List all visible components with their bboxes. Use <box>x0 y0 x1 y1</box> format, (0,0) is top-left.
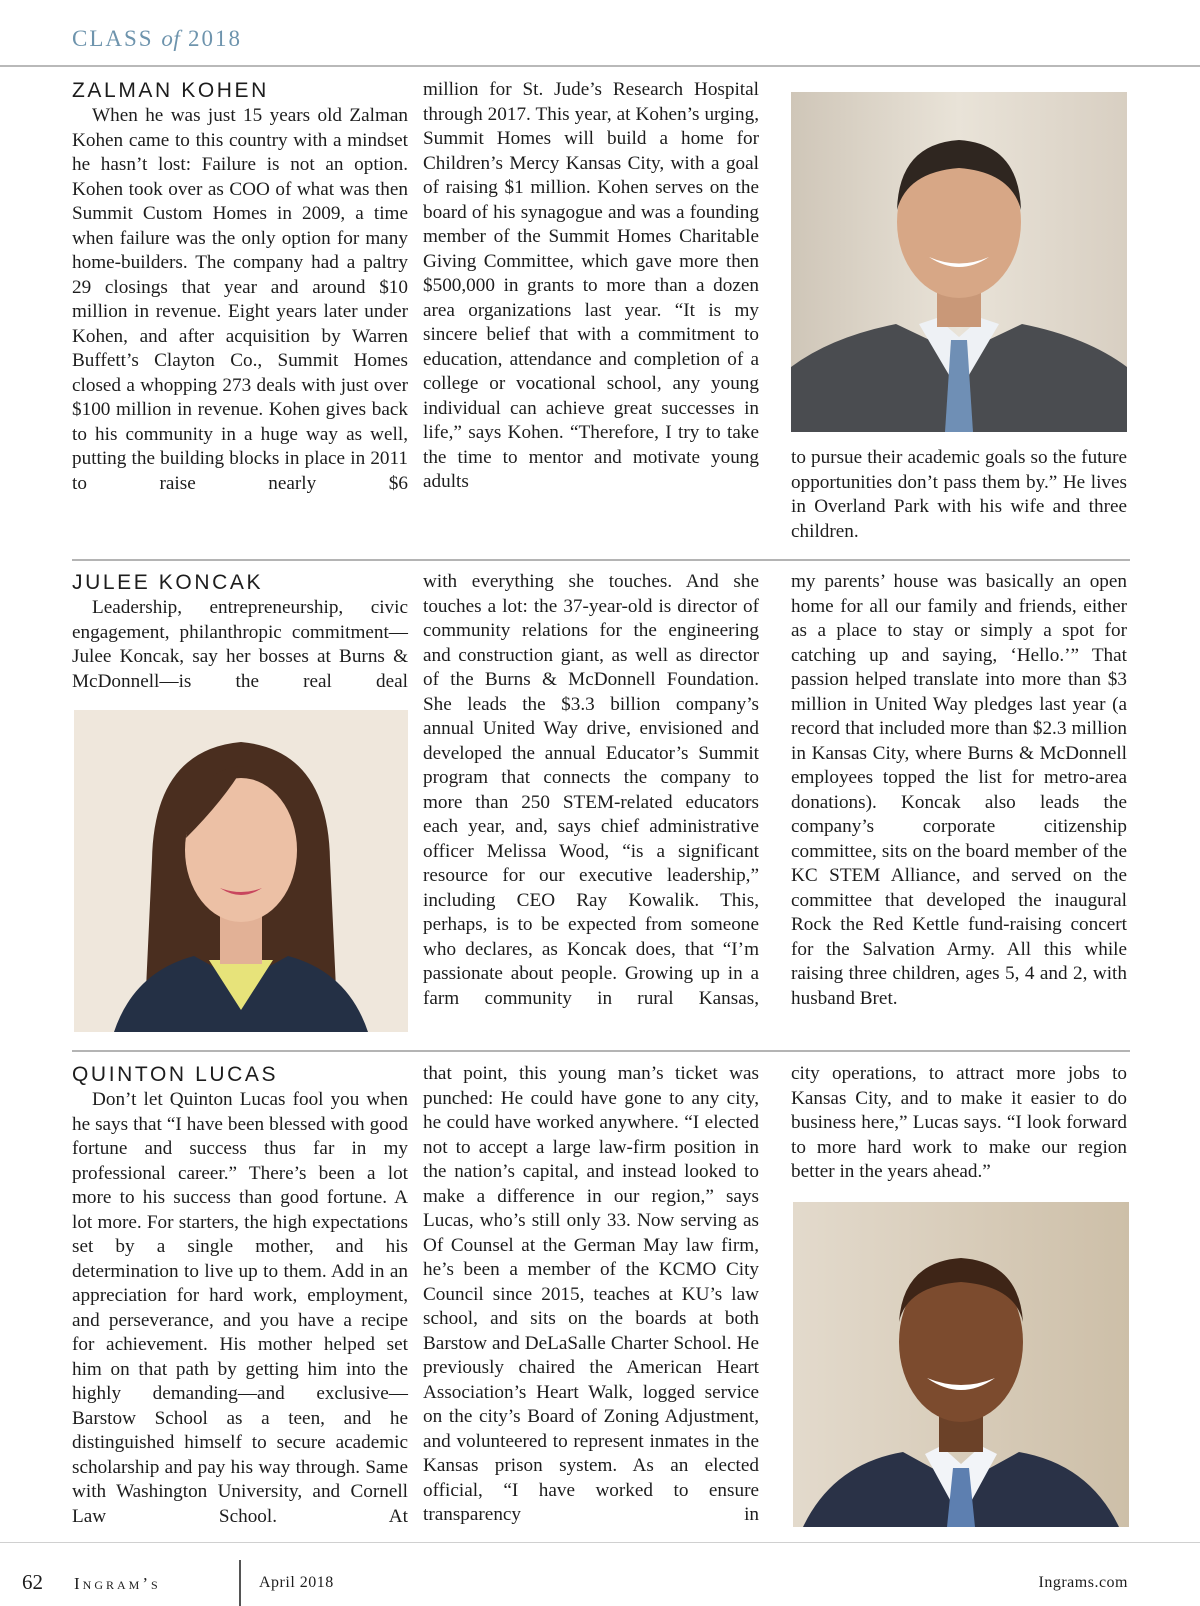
kohen-text-2: million for St. Jude’s Research Hospital through 2017. This year, at Kohen’s urging, Summit Homes will build a home for Children’s Mercy Kansas City, with a goal of raising $1 million. Kohen serves on the board of his synagogue and was a founding member of the Summit Homes Charitable Giving Committee, which gave more then $500,000 in grants to more than a dozen area organizations last year. “It is my sincere belief that with a commitment to education, attendance and completion of a college or vocational school, any young individual can achieve great successes in life,” says Kohen. “Therefore, I try to take the time to mentor and motivate young adults <box>423 79 759 492</box>
header-class-word: CLASS <box>72 26 154 51</box>
page-number: 62 <box>22 1570 43 1594</box>
footer-divider <box>239 1560 241 1606</box>
lucas-column-2 <box>423 1062 759 1528</box>
koncak-text-2: with everything she touches. And she touches a lot: the 37-year-old is director of community relations for the engineering and construction giant, as well as director of the Burns & McDonnell Foundation. She leads the $3.3 billion company’s annual United Way drive, envisioned and developed the annual Educator’s Summit program that connects the company to more than 250 STEM-related educators each year, and, says chief administrative officer Melissa Wood, “is a significant resource for our executive leadership,” including CEO Ray Kowalik. This, perhaps, is to be expected from someone who declares, as Koncak does, that “I’m passionate about people. Growing up in a farm community in rural Kansas, <box>423 571 759 1009</box>
lucas-column-1 <box>72 1062 408 1529</box>
lucas-text-2: that point, this young man’s ticket was punched: He could have gone to any city, he could have worked anywhere. “I elected not to accept a large law-firm position in the nation’s capital, and instead looked to make a difference in our region,” says Lucas, who’s still only 33. Now serving as Of Counsel at the German May law firm, he’s been a member of the KCMO City Council since 2015, teaches at KU’s law school, and sits on the boards at both Barstow and DeLaSalle Charter School. He previously chaired the American Heart Association’s Heart Walk, logged service on the city’s Board of Zoning Adjustment, and volunteered to represent inmates in the Kansas prison system. As an elected official, “I have worked to ensure transparency in <box>423 1063 759 1525</box>
section-header <box>72 26 242 52</box>
koncak-column-2 <box>423 570 759 1011</box>
footer-rule <box>0 1542 1200 1543</box>
kohen-column-1 <box>72 78 408 496</box>
lucas-text-1: Don’t let Quinton Lucas fool you when he says that “I have been blessed with good fortune and success thus far in my professional career.” There’s been a lot more to his success than good fortune. A lot more. For starters, the high expectations set by a single mother, and his determination to live up to them. Add in an appreciation for hard work, employment, and perseverance, and you have a recipe for achievement. His mother helped set him on that path by getting him into the highly demanding—and exclusive—Barstow School as a teen, and he distinguished himself to secure academic scholarship and pay his way through. Same with Washington University, and Cornell Law School. At <box>72 1089 408 1527</box>
lucas-text-3: city operations, to attract more jobs to Kansas City, and to make it easier to do business here,” Lucas says. “I look forward to more hard work to make our region better in the years ahead.” <box>791 1063 1127 1182</box>
issue-date: April 2018 <box>259 1574 334 1591</box>
koncak-photo <box>74 710 408 1032</box>
koncak-column-3 <box>791 570 1127 1011</box>
website-link[interactable]: Ingrams.com <box>1038 1574 1128 1591</box>
kohen-portrait-image <box>791 92 1127 432</box>
kohen-column-2 <box>423 78 759 495</box>
profile-name-koncak: JULEE KONCAK <box>72 571 264 594</box>
profile-name-kohen: ZALMAN KOHEN <box>72 79 269 102</box>
profile-name-lucas: QUINTON LUCAS <box>72 1063 279 1086</box>
kohen-text-1: When he was just 15 years old Zalman Kohen came to this country with a mindset he hasn’t lost: Failure is not an option. Kohen took over as COO of what was then Summit Custom Homes in 2009, a time when failure was the only option for many home-builders. The company had a paltry 29 closings that year and around $10 million in revenue. Eight years later under Kohen, and after acquisition by Warren Buffett’s Clayton Co., Summit Homes closed a whopping 273 deals with just over $100 million in revenue. Kohen gives back to his community in a huge way as well, putting the building blocks in place in 2011 to raise nearly $6 <box>72 105 408 494</box>
koncak-column-1 <box>72 570 408 694</box>
section-divider-1 <box>72 559 1130 561</box>
lucas-column-3 <box>791 1062 1127 1185</box>
publication-name: Ingram’s <box>74 1574 161 1593</box>
lucas-photo <box>793 1202 1129 1527</box>
section-divider-2 <box>72 1050 1130 1052</box>
koncak-text-1: Leadership, entrepreneurship, civic engagement, philanthropic commitment—Julee Koncak, say her bosses at Burns & McDonnell—is the real deal <box>72 597 408 692</box>
koncak-portrait-image <box>74 710 408 1032</box>
kohen-text-3: to pursue their academic goals so the future opportunities don’t pass them by.” He lives in Overland Park with his wife and three children. <box>791 447 1127 542</box>
kohen-column-3 <box>791 446 1127 544</box>
page-footer <box>0 1570 1200 1606</box>
header-year: 2018 <box>187 26 242 51</box>
header-rule <box>0 65 1200 67</box>
koncak-text-3: my parents’ house was basically an open home for all our family and friends, either as a place to stay or simply a spot for catching up and saying, ‘Hello.’” That passion helped translate into more than $3 million in United Way pledges last year (a record that included more than $2.3 million in Kansas City, where Burns & McDonnell employees topped the list for metro-area donations). Koncak also leads the company’s corporate citizenship committee, sits on the board member of the KC STEM Alliance, and served on the committee that developed the inaugural Rock the Red Kettle fund-raising concert for the Salvation Army. All this while raising three children, ages 5, 4 and 2, with husband Bret. <box>791 571 1127 1009</box>
lucas-portrait-image <box>793 1202 1129 1527</box>
header-of-word: of <box>161 26 181 51</box>
kohen-photo <box>791 92 1127 432</box>
